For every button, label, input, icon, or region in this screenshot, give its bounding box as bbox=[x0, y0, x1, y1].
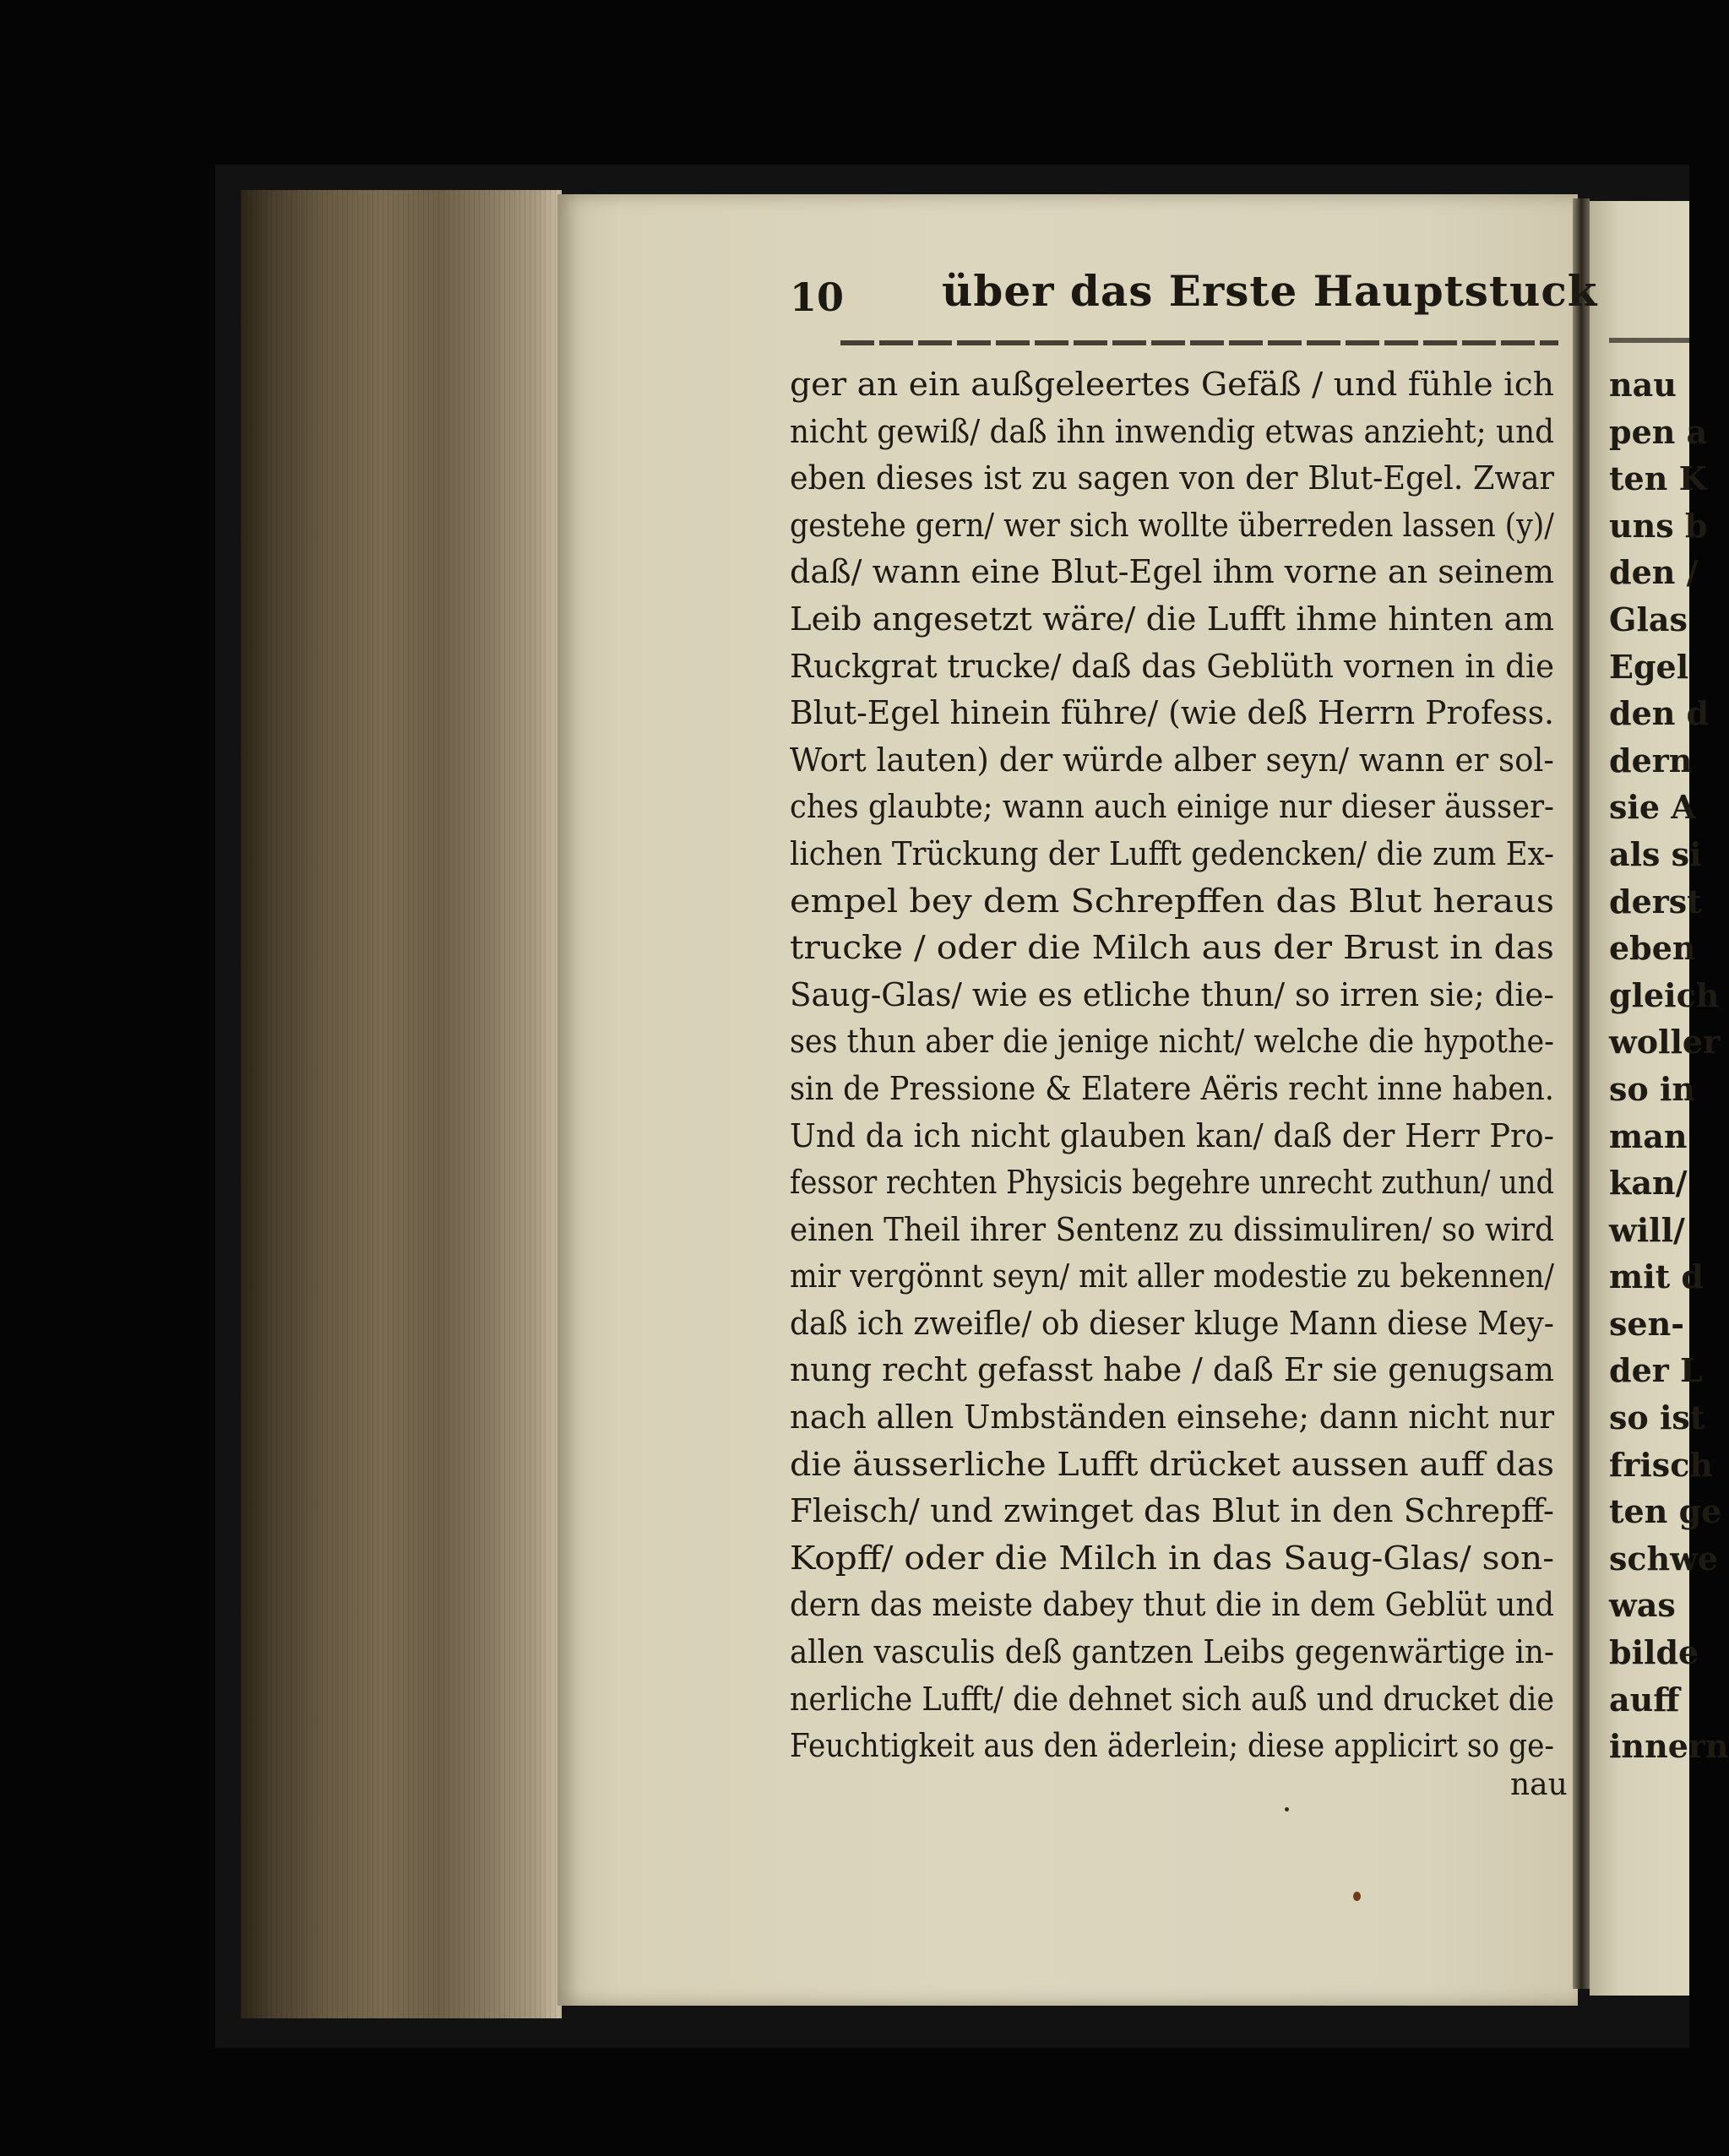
text-line: gestehe gern/ wer sich wollte überreden lassen (y)/ bbox=[790, 506, 1555, 544]
right-page-text-fragment bbox=[1609, 361, 1729, 1770]
text-line-fragment: sie A bbox=[1609, 788, 1696, 827]
text-line: Kopff/ oder die Milch in das Saug-Glas/ son- bbox=[790, 1539, 1555, 1577]
text-line: allen vasculis deß gantzen Leibs gegenwärtige in- bbox=[790, 1633, 1555, 1671]
text-line: Wort lauten) der würde alber seyn/ wann er sol- bbox=[790, 741, 1554, 779]
text-line-fragment: gleich bbox=[1609, 975, 1720, 1014]
ink-spot bbox=[1353, 1892, 1361, 1901]
text-line-fragment: pen a bbox=[1609, 412, 1708, 451]
text-line-fragment: schwe bbox=[1609, 1539, 1719, 1578]
text-line-fragment: ten K bbox=[1609, 459, 1707, 498]
text-line: ses thun aber die jenige nicht/ welche die hypothe- bbox=[790, 1023, 1554, 1061]
running-head bbox=[790, 266, 1598, 334]
text-line: Leib angesetzt wäre/ die Lufft ihme hinten am bbox=[790, 600, 1555, 638]
right-page-header-rule bbox=[1609, 338, 1689, 343]
text-line: daß ich zweifle/ ob dieser kluge Mann diese Mey- bbox=[790, 1304, 1554, 1342]
text-line-fragment: Egel bbox=[1609, 647, 1689, 686]
text-line: Saug-Glas/ wie es etliche thun/ so irren sie; die- bbox=[790, 975, 1555, 1013]
book-fore-edge bbox=[241, 190, 562, 2018]
book-gutter bbox=[1573, 198, 1590, 1989]
text-line-fragment: den d bbox=[1609, 694, 1710, 733]
text-line-fragment: auff bbox=[1609, 1680, 1680, 1719]
text-line-fragment: frisch bbox=[1609, 1445, 1713, 1484]
text-line: die äusserliche Lufft drücket aussen auff das bbox=[790, 1445, 1555, 1483]
text-line: nerliche Lufft/ die dehnet sich auß und drucket die bbox=[790, 1680, 1555, 1718]
text-line: Blut-Egel hinein führe/ (wie deß Herrn Profess. bbox=[790, 694, 1555, 732]
running-head-title: über das Erste Hauptstuck bbox=[942, 266, 1598, 316]
text-line-fragment: Glas bbox=[1609, 600, 1688, 638]
left-page-text bbox=[790, 361, 1558, 1770]
text-line-fragment: dern bbox=[1609, 741, 1693, 779]
text-line: ger an ein außgeleertes Gefäß / und fühle ich bbox=[790, 366, 1554, 403]
text-line: mir vergönnt seyn/ mit aller modestie zu bekennen/ bbox=[790, 1257, 1555, 1295]
text-line-fragment: mit d bbox=[1609, 1257, 1704, 1296]
text-line: daß/ wann eine Blut-Egel ihm vorne an seinem bbox=[790, 553, 1555, 591]
text-line: Fleisch/ und zwinget das Blut in den Schrepff- bbox=[790, 1492, 1554, 1530]
text-line-fragment: der L bbox=[1609, 1351, 1703, 1390]
text-line: einen Theil ihrer Sentenz zu dissimuliren/ so wird bbox=[790, 1210, 1555, 1248]
text-line-fragment: bilde bbox=[1609, 1633, 1699, 1672]
text-line-fragment: will/ bbox=[1609, 1210, 1685, 1249]
text-line-fragment: ten ge bbox=[1609, 1492, 1722, 1531]
text-line: Und da ich nicht glauben kan/ daß der Herr Pro- bbox=[790, 1116, 1554, 1154]
text-line-fragment: kan/ bbox=[1609, 1164, 1688, 1203]
text-line-fragment: als si bbox=[1609, 834, 1702, 873]
header-rule bbox=[840, 340, 1558, 345]
text-line: dern das meiste dabey thut die in dem Geblüt und bbox=[790, 1586, 1554, 1624]
text-line: empel bey dem Schrepffen das Blut heraus bbox=[790, 882, 1554, 920]
text-line-fragment: den / bbox=[1609, 553, 1699, 592]
text-line: ches glaubte; wann auch einige nur dieser äusser- bbox=[790, 788, 1554, 826]
text-line-fragment: uns b bbox=[1609, 506, 1708, 545]
text-line: sin de Pressione & Elatere Aëris recht inne haben. bbox=[790, 1069, 1554, 1107]
text-line: trucke / oder die Milch aus der Brust in das bbox=[790, 929, 1554, 967]
text-line: nung recht gefasst habe / daß Er sie genugsam bbox=[790, 1351, 1555, 1389]
page-number: 10 bbox=[790, 274, 845, 320]
text-line-fragment: innern bbox=[1609, 1727, 1729, 1766]
text-line: Ruckgrat trucke/ daß das Geblüth vornen in die bbox=[790, 647, 1555, 685]
text-line: lichen Trückung der Lufft gedencken/ die zum Ex- bbox=[790, 834, 1555, 872]
text-line: nach allen Umbständen einsehe; dann nicht nur bbox=[790, 1398, 1555, 1436]
text-line: fessor rechten Physicis begehre unrecht zuthun/ und bbox=[790, 1164, 1554, 1202]
text-line-fragment: so in bbox=[1609, 1069, 1696, 1108]
catchword: nau bbox=[1510, 1768, 1568, 1802]
text-line-fragment: so ist bbox=[1609, 1398, 1705, 1437]
ink-spot bbox=[1285, 1807, 1289, 1811]
text-line-fragment: sen- bbox=[1609, 1304, 1684, 1343]
text-line-fragment: nau bbox=[1609, 366, 1677, 404]
text-line-fragment: derst bbox=[1609, 882, 1702, 921]
text-line: nicht gewiß/ daß ihn inwendig etwas anzieht; und bbox=[790, 412, 1554, 450]
text-line-fragment: man bbox=[1609, 1116, 1688, 1155]
text-line-fragment: woller bbox=[1609, 1023, 1721, 1062]
text-line: eben dieses ist zu sagen von der Blut-Egel. Zwar bbox=[790, 459, 1554, 497]
text-line-fragment: was bbox=[1609, 1586, 1676, 1625]
text-line: Feuchtigkeit aus den äderlein; diese applicirt so ge- bbox=[790, 1727, 1555, 1765]
text-line-fragment: eben bbox=[1609, 929, 1696, 968]
